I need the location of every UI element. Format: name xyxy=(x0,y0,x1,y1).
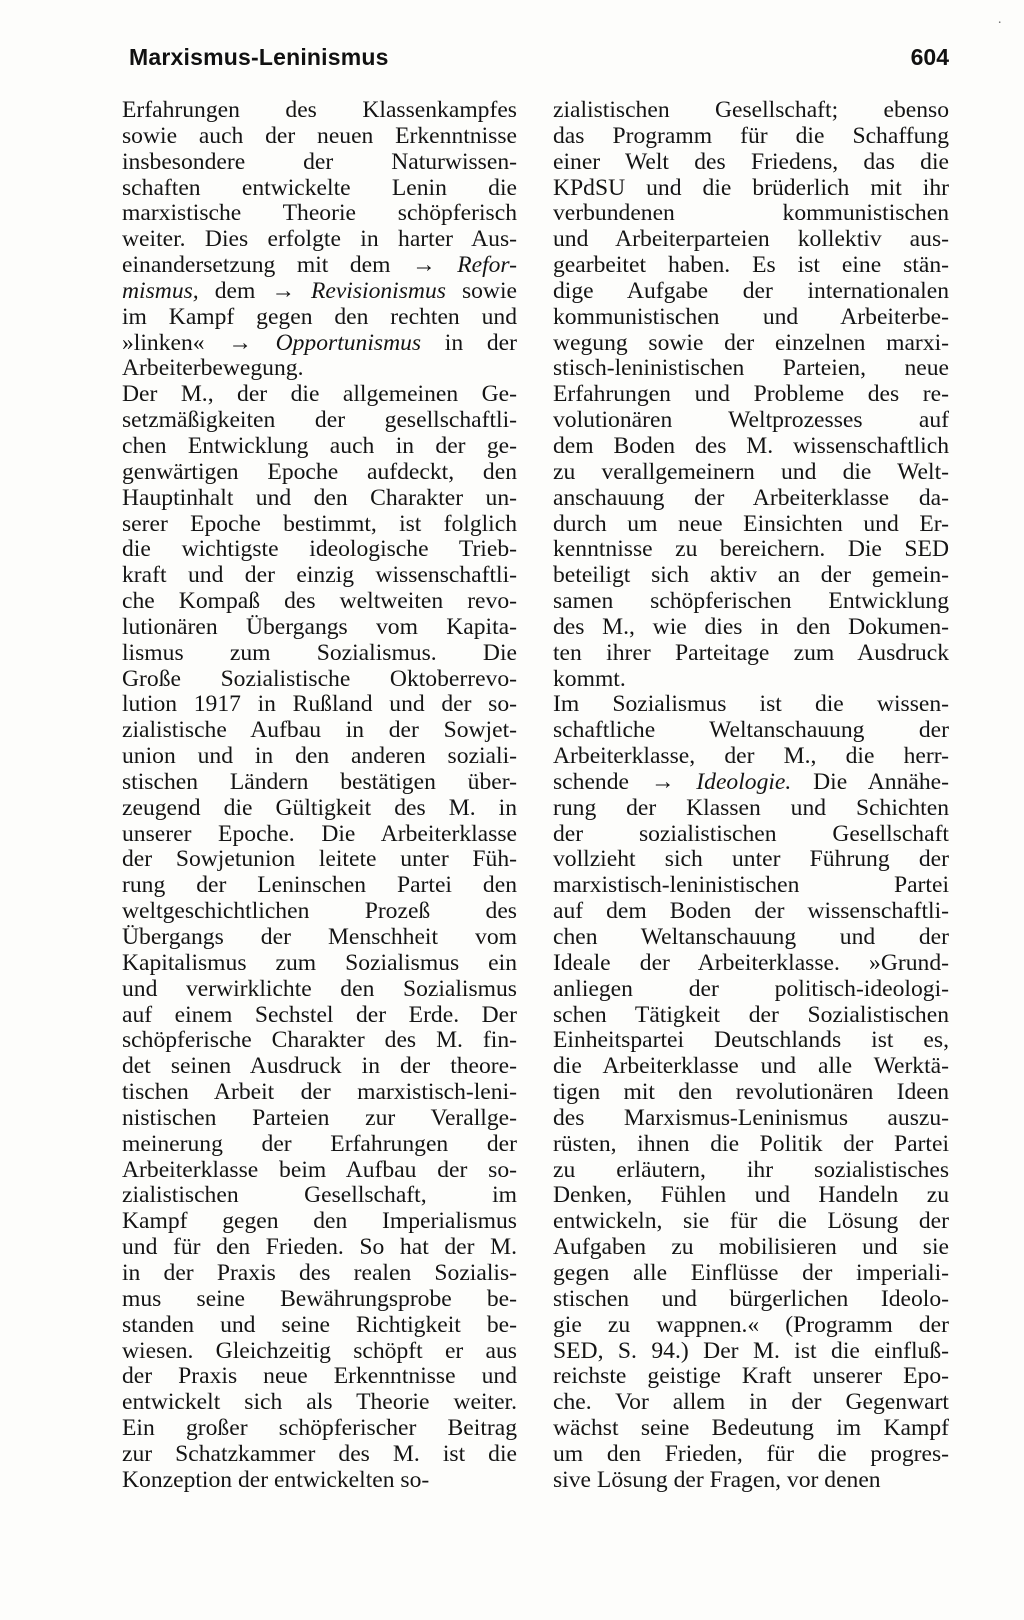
text-line xyxy=(553,873,949,899)
text-line xyxy=(122,1209,517,1235)
line-text: genwärtigen Epoche aufdeckt, den xyxy=(122,458,517,485)
text-line xyxy=(553,1080,949,1106)
line-text: Kampf gegen den Imperialismus xyxy=(122,1208,517,1235)
line-text: zu erläutern, ihr sozialistisches xyxy=(553,1156,949,1183)
line-text: insbesondere der Naturwissen- xyxy=(122,148,517,175)
line-text: in der Praxis des realen Sozialis- xyxy=(122,1259,517,1286)
line-text: Arbeiterklasse, der M., die herr- xyxy=(553,743,949,770)
line-text: sowie xyxy=(445,277,517,304)
line-text: im Kampf gegen den rechten und xyxy=(122,303,517,330)
text-line xyxy=(553,1416,949,1442)
line-text: Im Sozialismus ist die wissen- xyxy=(553,691,949,718)
text-line xyxy=(122,356,517,382)
text-line xyxy=(553,512,949,538)
text-line xyxy=(122,460,517,486)
line-text: Übergangs der Menschheit vom xyxy=(122,924,517,950)
text-line xyxy=(122,176,517,202)
line-text: schende → xyxy=(553,768,697,795)
text-line xyxy=(122,1106,517,1132)
line-text: wegung sowie der einzelnen marxi- xyxy=(553,329,949,356)
text-line xyxy=(122,744,517,770)
line-text: Denken, Fühlen und Handeln zu xyxy=(553,1182,949,1209)
text-line xyxy=(553,847,949,873)
text-line xyxy=(553,1235,949,1261)
text-line xyxy=(122,201,517,227)
line-text: zialistische Aufbau in der Sowjet- xyxy=(122,717,517,744)
text-line xyxy=(122,589,517,615)
text-line xyxy=(553,356,949,382)
text-line xyxy=(553,977,949,1003)
text-line xyxy=(122,434,517,460)
text-line xyxy=(553,1028,949,1054)
line-text: durch um neue Einsichten und Er- xyxy=(553,510,949,537)
line-text: kenntnisse zu bereichern. Die SED xyxy=(553,536,949,563)
line-text: gearbeitet haben. Es ist eine stän- xyxy=(553,252,949,279)
line-text: samen schöpferischen Entwicklung xyxy=(553,588,949,615)
line-text: stischen und bürgerlichen Ideolo- xyxy=(553,1285,949,1312)
text-line xyxy=(553,98,949,124)
line-text: Ideale der Arbeiterklasse. »Grund- xyxy=(553,949,949,976)
text-line xyxy=(553,899,949,925)
line-text: union und in den anderen soziali- xyxy=(122,743,517,770)
line-text: kommunistischen und Arbeiterbe- xyxy=(553,303,949,330)
line-text: einer Welt des Friedens, das die xyxy=(553,148,949,175)
line-text: dem → xyxy=(198,277,311,304)
text-line xyxy=(553,253,949,279)
line-text: kommt. xyxy=(553,665,626,692)
line-text: und Arbeiterparteien kollektiv aus- xyxy=(553,226,949,253)
line-text: standen und seine Richtigkeit be- xyxy=(122,1311,517,1338)
line-text: Erfahrungen und Probleme des re- xyxy=(553,381,949,408)
text-line xyxy=(122,1416,517,1442)
line-text: KPdSU und die brüderlich mit ihr xyxy=(553,174,949,201)
line-text: reichste geistige Kraft unserer Epo- xyxy=(553,1363,949,1390)
line-text: sive Lösung der Fragen, vor denen xyxy=(553,1466,881,1493)
text-line xyxy=(553,227,949,253)
line-text: rung der Klassen und Schichten xyxy=(553,794,949,821)
text-line xyxy=(553,460,949,486)
text-line xyxy=(553,1287,949,1313)
page-number: 604 xyxy=(910,44,949,70)
left-text-column xyxy=(122,98,517,1494)
text-line xyxy=(122,925,517,951)
text-line xyxy=(553,641,949,667)
text-line xyxy=(553,537,949,563)
text-line xyxy=(122,796,517,822)
cross-reference: Ideologie. xyxy=(696,768,792,795)
text-line xyxy=(122,279,517,305)
text-line xyxy=(122,1287,517,1313)
line-text: det seinen Ausdruck in der theore- xyxy=(122,1053,517,1080)
line-text: wiesen. Gleichzeitig schöpft er aus xyxy=(122,1337,517,1364)
line-text: verbundenen kommunistischen xyxy=(553,200,949,227)
text-line xyxy=(122,1442,517,1468)
text-line xyxy=(553,1003,949,1029)
cross-reference: Refor- xyxy=(457,252,517,279)
text-line xyxy=(122,1468,517,1494)
line-text: Hauptinhalt und den Charakter un- xyxy=(122,484,517,511)
line-text: che. Vor allem in der Gegenwart xyxy=(553,1389,949,1416)
line-text: entwickelt sich als Theorie weiter. xyxy=(122,1389,517,1416)
text-line xyxy=(553,150,949,176)
line-text: einandersetzung mit dem → xyxy=(122,252,458,279)
text-line xyxy=(122,486,517,512)
text-line xyxy=(553,279,949,305)
text-line xyxy=(553,951,949,977)
text-line xyxy=(122,692,517,718)
line-text: tischen Arbeit der marxistisch-leni- xyxy=(122,1079,517,1106)
line-text: serer Epoche bestimmt, ist folglich xyxy=(122,510,517,537)
line-text: der Praxis neue Erkenntnisse und xyxy=(122,1363,517,1390)
line-text: Einheitspartei Deutschlands ist es, xyxy=(553,1027,949,1054)
cross-reference: mismus, xyxy=(122,277,199,304)
text-line xyxy=(553,1183,949,1209)
text-line xyxy=(553,796,949,822)
line-text: des Marxismus-Leninismus auszu- xyxy=(553,1104,949,1131)
line-text: Arbeiterbewegung. xyxy=(122,355,304,382)
line-text: vollzieht sich unter Führung der xyxy=(553,846,949,873)
text-line xyxy=(122,1132,517,1158)
line-text: dem Boden des M. wissenschaftlich xyxy=(553,432,949,459)
text-line xyxy=(122,1028,517,1054)
line-text: die wichtigste ideologische Trieb- xyxy=(122,536,517,563)
line-text: wächst seine Bedeutung im Kampf xyxy=(553,1415,949,1442)
text-line xyxy=(122,1235,517,1261)
line-text: und verwirklichte den Sozialismus xyxy=(122,975,517,1002)
text-line xyxy=(122,1313,517,1339)
text-line xyxy=(553,770,949,796)
text-line xyxy=(553,1390,949,1416)
line-text: rüsten, ihnen die Politik der Partei xyxy=(553,1130,949,1157)
right-text-column xyxy=(553,98,949,1494)
text-line xyxy=(122,1390,517,1416)
text-line xyxy=(122,1054,517,1080)
line-text: anliegen der politisch-ideologi- xyxy=(553,975,949,1002)
line-text: chen Entwicklung auch in der ge- xyxy=(122,432,517,459)
line-text: lismus zum Sozialismus. Die xyxy=(122,639,517,666)
line-text: lutionären Übergangs vom Kapita- xyxy=(122,613,517,640)
text-line xyxy=(553,1158,949,1184)
header-title: Marxismus-Leninismus xyxy=(129,44,389,70)
text-line xyxy=(553,615,949,641)
line-text: unserer Epoche. Die Arbeiterklasse xyxy=(122,820,517,847)
text-line xyxy=(122,1364,517,1390)
line-text: schaftliche Weltanschauung der xyxy=(553,717,949,744)
text-line xyxy=(553,1106,949,1132)
text-line xyxy=(553,305,949,331)
text-line xyxy=(122,150,517,176)
text-line xyxy=(553,408,949,434)
line-text: des M., wie dies in den Dokumen- xyxy=(553,613,949,640)
line-text: Die Annähe- xyxy=(791,768,949,795)
running-header xyxy=(129,44,949,80)
text-line xyxy=(122,512,517,538)
line-text: volutionären Weltprozesses auf xyxy=(553,407,949,434)
line-text: der Sowjetunion leitete unter Füh- xyxy=(122,846,517,873)
line-text: setzmäßigkeiten der gesellschaftli- xyxy=(122,407,517,434)
line-text: lution 1917 in Rußland und der so- xyxy=(122,691,517,718)
text-line xyxy=(122,718,517,744)
line-text: das Programm für die Schaffung xyxy=(553,122,949,149)
line-text: tigen mit den revolutionären Ideen xyxy=(553,1079,949,1106)
line-text: marxistische Theorie schöpferisch xyxy=(122,200,517,227)
text-line xyxy=(122,770,517,796)
text-line xyxy=(553,925,949,951)
line-text: anschauung der Arbeiterklasse da- xyxy=(553,484,949,511)
text-line xyxy=(553,1313,949,1339)
text-line xyxy=(122,98,517,124)
line-text: Aufgaben zu mobilisieren und sie xyxy=(553,1234,949,1261)
line-text: beteiligt sich aktiv an der gemein- xyxy=(553,562,949,589)
line-text: kraft und der einzig wissenschaftli- xyxy=(122,562,517,589)
line-text: zialistischen Gesellschaft; ebenso xyxy=(553,97,949,123)
text-line xyxy=(553,563,949,589)
line-text: zu verallgemeinern und die Welt- xyxy=(553,458,949,485)
line-text: weiter. Dies erfolgte in harter Aus- xyxy=(122,226,517,253)
text-line xyxy=(122,873,517,899)
text-line xyxy=(122,847,517,873)
text-line xyxy=(122,124,517,150)
text-line xyxy=(553,1339,949,1365)
line-text: um den Frieden, für die progres- xyxy=(553,1440,949,1467)
line-text: dige Aufgabe der internationalen xyxy=(553,277,949,304)
line-text: ten ihrer Parteitage zum Ausdruck xyxy=(553,639,949,666)
line-text: gie zu wappnen.« (Programm der xyxy=(553,1311,949,1338)
line-text: meinerung der Erfahrungen der xyxy=(122,1130,517,1157)
line-text: Erfahrungen des Klassenkampfes xyxy=(122,97,517,123)
text-line xyxy=(122,1339,517,1365)
text-line xyxy=(553,1442,949,1468)
line-text: auf einem Sechstel der Erde. Der xyxy=(122,1001,517,1028)
line-text: Der M., der die allgemeinen Ge- xyxy=(122,381,517,408)
line-text: Ein großer schöpferischer Beitrag xyxy=(122,1415,517,1442)
line-text: rung der Leninschen Partei den xyxy=(122,872,517,899)
text-line xyxy=(553,382,949,408)
text-line xyxy=(553,486,949,512)
line-text: stischen Ländern bestätigen über- xyxy=(122,768,517,795)
text-line xyxy=(553,1468,949,1494)
line-text: stisch-leninistischen Parteien, neue xyxy=(553,355,949,382)
line-text: die Arbeiterklasse und alle Werktä- xyxy=(553,1053,949,1080)
text-line xyxy=(122,1003,517,1029)
line-text: »linken« → xyxy=(122,329,276,356)
text-line xyxy=(122,537,517,563)
text-line xyxy=(553,331,949,357)
line-text: zur Schatzkammer des M. ist die xyxy=(122,1440,517,1467)
text-line xyxy=(122,408,517,434)
text-line xyxy=(553,822,949,848)
cross-reference: Opportunismus xyxy=(275,329,422,356)
text-line xyxy=(122,822,517,848)
text-line xyxy=(122,899,517,925)
text-line xyxy=(122,1183,517,1209)
line-text: und für den Frieden. So hat der M. xyxy=(122,1234,517,1261)
line-text: Arbeiterklasse beim Aufbau der so- xyxy=(122,1156,517,1183)
line-text: Konzeption der entwickelten so- xyxy=(122,1466,430,1493)
line-text: der sozialistischen Gesellschaft xyxy=(553,820,949,847)
line-text: nistischen Parteien zur Verallge- xyxy=(122,1104,517,1131)
line-text: entwickeln, sie für die Lösung der xyxy=(553,1208,949,1235)
text-line xyxy=(553,1054,949,1080)
line-text: sowie auch der neuen Erkenntnisse xyxy=(122,122,517,149)
text-line xyxy=(122,331,517,357)
line-text: in der xyxy=(421,329,517,356)
text-line xyxy=(122,227,517,253)
text-line xyxy=(553,124,949,150)
text-line xyxy=(122,977,517,1003)
line-text: mus seine Bewährungsprobe be- xyxy=(122,1285,517,1312)
text-line xyxy=(122,563,517,589)
line-text: Kapitalismus zum Sozialismus ein xyxy=(122,949,517,976)
text-line xyxy=(553,692,949,718)
line-text: gegen alle Einflüsse der imperiali- xyxy=(553,1259,949,1286)
text-line xyxy=(122,253,517,279)
text-line xyxy=(122,1261,517,1287)
line-text: Große Sozialistische Oktoberrevo- xyxy=(122,665,517,692)
text-line xyxy=(553,667,949,693)
text-line xyxy=(553,1209,949,1235)
text-line xyxy=(122,1080,517,1106)
text-line xyxy=(553,1261,949,1287)
line-text: chen Weltanschauung und der xyxy=(553,924,949,950)
line-text: che Kompaß des weltweiten revo- xyxy=(122,588,517,615)
text-line xyxy=(553,201,949,227)
line-text: schaften entwickelte Lenin die xyxy=(122,174,517,201)
margin-mark: · xyxy=(997,16,1002,31)
text-line xyxy=(122,641,517,667)
text-line xyxy=(553,176,949,202)
line-text: SED, S. 94.) Der M. ist die einfluß- xyxy=(553,1337,949,1364)
line-text: zeugend die Gültigkeit des M. in xyxy=(122,794,517,821)
text-line xyxy=(553,434,949,460)
line-text: marxistisch-leninistischen Partei xyxy=(553,872,949,899)
text-line xyxy=(553,1132,949,1158)
text-line xyxy=(122,382,517,408)
line-text: zialistischen Gesellschaft, im xyxy=(122,1182,517,1209)
text-line xyxy=(122,951,517,977)
text-line xyxy=(553,589,949,615)
text-line xyxy=(122,615,517,641)
text-line xyxy=(122,305,517,331)
text-line xyxy=(122,667,517,693)
line-text: schen Tätigkeit der Sozialistischen xyxy=(553,1001,949,1028)
text-line xyxy=(553,718,949,744)
line-text: auf dem Boden der wissenschaftli- xyxy=(553,898,949,925)
text-line xyxy=(553,744,949,770)
line-text: weltgeschichtlichen Prozeß des xyxy=(122,898,517,925)
cross-reference: Revisionismus xyxy=(310,277,446,304)
line-text: schöpferische Charakter des M. fin- xyxy=(122,1027,517,1054)
text-line xyxy=(122,1158,517,1184)
text-line xyxy=(553,1364,949,1390)
